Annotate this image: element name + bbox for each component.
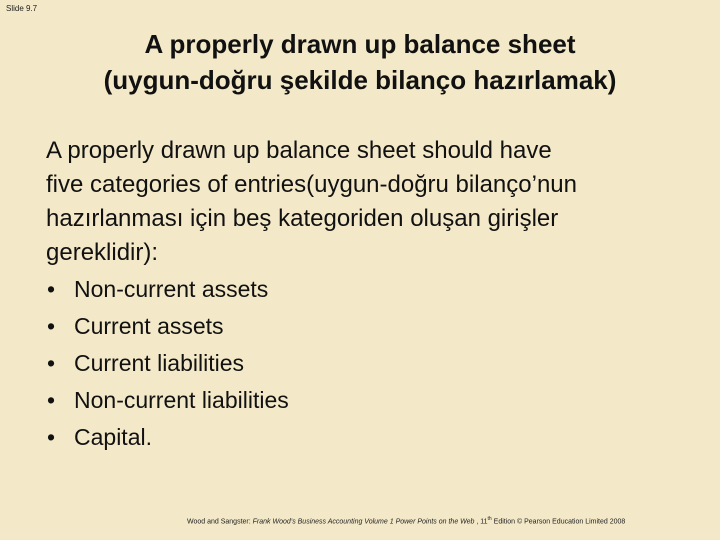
bullet-text: Non-current liabilities xyxy=(74,387,289,413)
footer-book-title: Frank Wood’s Business Accounting Volume 1 Power Points on the Web xyxy=(252,518,475,526)
body-line: gereklidir): xyxy=(46,239,159,266)
bullet-item xyxy=(46,419,289,456)
bullet-item xyxy=(46,345,289,382)
slide-title xyxy=(20,26,700,98)
bullet-text: Non-current assets xyxy=(74,276,269,302)
bullet-marker: • xyxy=(47,387,56,413)
bullet-item xyxy=(46,308,289,345)
footer-authors: Wood and Sangster: xyxy=(187,518,253,526)
footer-citation xyxy=(187,516,625,525)
footer-edition-suffix: Edition © Pearson Education Limited 2008 xyxy=(491,518,626,526)
body-line: A properly drawn up balance sheet should have xyxy=(46,137,552,164)
footer-edition-sup: th xyxy=(487,516,492,522)
body-line: five categories of entries(uygun-doğru bilanço’nun xyxy=(46,171,577,198)
bullet-text: Current liabilities xyxy=(74,350,245,376)
bullet-list xyxy=(46,271,289,456)
bullet-marker: • xyxy=(47,350,56,376)
body-paragraph xyxy=(46,134,686,270)
title-line-2: (uygun-doğru şekilde bilanço hazırlamak) xyxy=(103,65,617,95)
bullet-marker: • xyxy=(47,276,56,302)
title-line-1: A properly drawn up balance sheet xyxy=(144,29,576,59)
bullet-text: Capital. xyxy=(74,424,152,450)
bullet-marker: • xyxy=(47,424,56,450)
bullet-item xyxy=(46,382,289,419)
bullet-text: Current assets xyxy=(74,313,224,339)
bullet-marker: • xyxy=(47,313,56,339)
footer-edition-prefix: , 11 xyxy=(474,518,488,526)
slide-number: Slide 9.7 xyxy=(6,4,38,13)
body-line: hazırlanması için beş kategoriden oluşan girişler xyxy=(46,205,559,232)
bullet-item xyxy=(46,271,289,308)
